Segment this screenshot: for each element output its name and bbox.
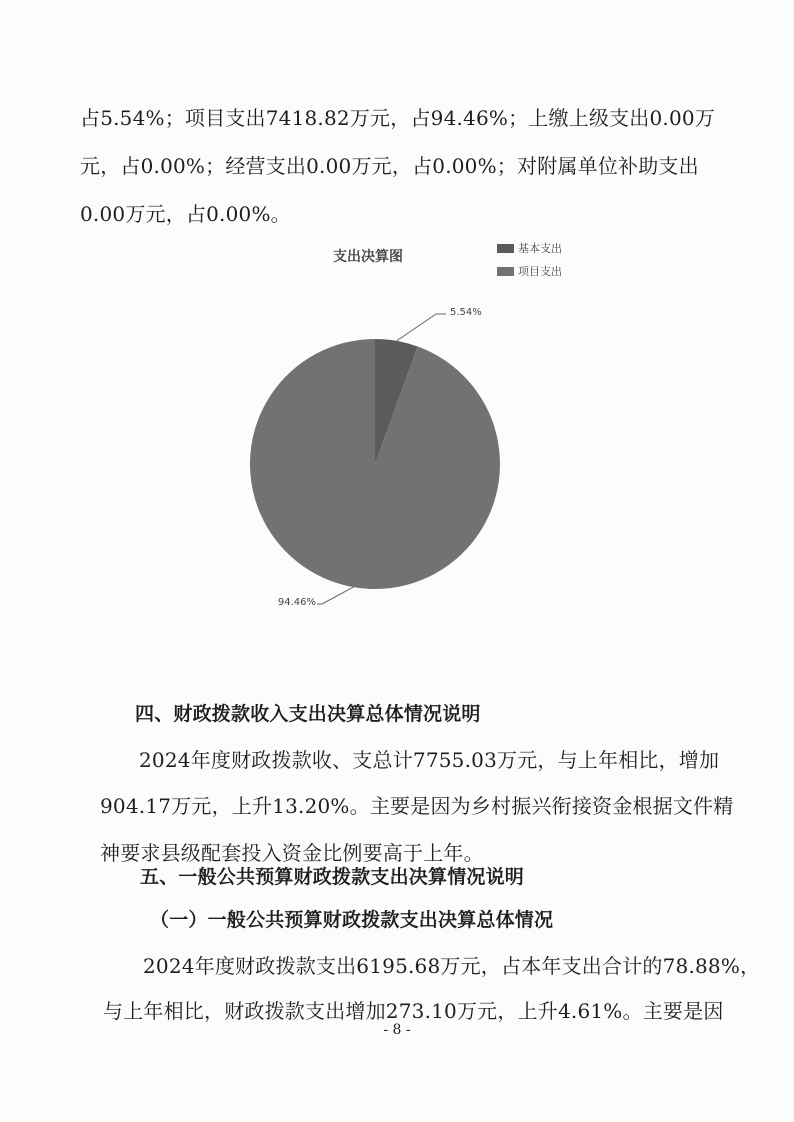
- subsection-heading: （一）一般公共预算财政拨款支出决算总体情况: [150, 909, 554, 931]
- chart-title: 支出决算图: [333, 249, 403, 265]
- pie-data-label: 94.46%: [277, 597, 316, 608]
- pie-slices: [250, 339, 500, 589]
- pie-data-label: 5.54%: [450, 307, 482, 318]
- body-text-line: 占5.54%；项目支出7418.82万元，占94.46%；上缴上级支出0.00万: [80, 106, 716, 130]
- pie-leader-line: [317, 587, 353, 604]
- section-heading: 五、一般公共预算财政拨款支出决算情况说明: [140, 866, 525, 888]
- body-text-line: 904.17万元，上升13.20%。主要是因为乡村振兴衔接资金根据文件精: [100, 794, 734, 818]
- legend-label: 基本支出: [518, 242, 562, 255]
- body-text-line: 2024年度财政拨款支出6195.68万元，占本年支出合计的78.88%，: [143, 954, 761, 978]
- body-text-line: 神要求县级配套投入资金比例要高于上年。: [100, 841, 484, 865]
- body-text-line: 元，占0.00%；经营支出0.00万元，占0.00%；对附属单位补助支出: [80, 154, 699, 178]
- pie-leader-line: [397, 314, 446, 341]
- legend-label: 项目支出: [518, 265, 562, 278]
- body-text-line: 0.00万元，占0.00%。: [80, 202, 291, 226]
- page-number: - 8 -: [383, 1022, 411, 1038]
- pie-slice: [250, 339, 500, 589]
- section-heading: 四、财政拨款收入支出决算总体情况说明: [135, 703, 481, 725]
- body-text-line: 2024年度财政拨款收、支总计7755.03万元，与上年相比，增加: [139, 748, 720, 772]
- body-text-line: 与上年相比，财政拨款支出增加273.10万元，上升4.61%。主要是因: [103, 999, 724, 1023]
